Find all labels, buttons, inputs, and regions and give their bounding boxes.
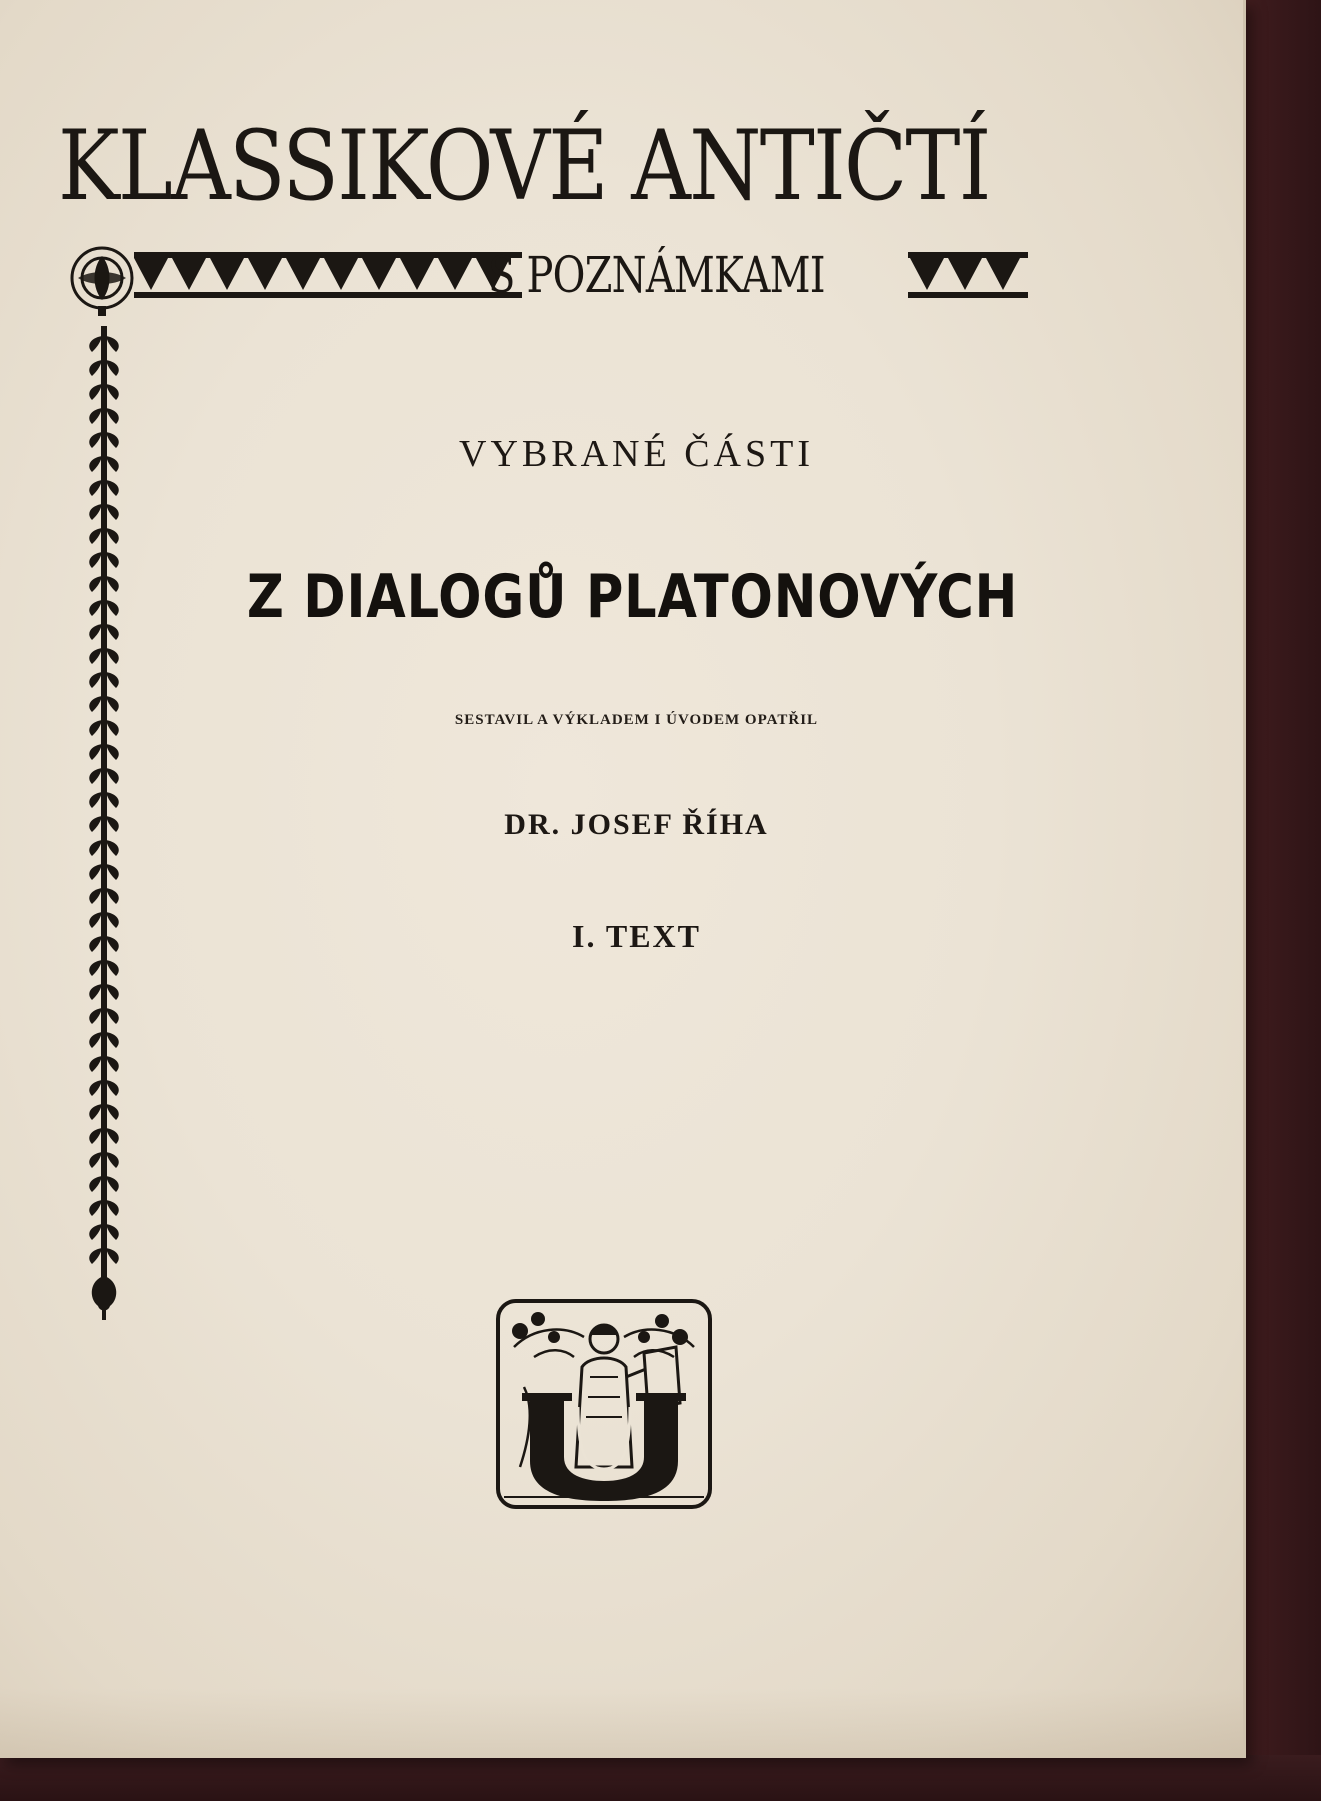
selected-parts-heading: VYBRANÉ ČÁSTI (459, 433, 814, 475)
series-title: KLASSIKOVÉ ANTIČTÍ (58, 110, 990, 222)
main-title: Z DIALOGŮ PLATONOVÝCH (246, 562, 1019, 632)
series-subtitle: S POZNÁMKAMI (488, 246, 825, 304)
backdrop-bottom (0, 1755, 1321, 1801)
compiled-by-line: SESTAVIL A VÝKLADEM I ÚVODEM OPATŘIL (454, 712, 819, 728)
volume-label: I. TEXT (571, 918, 701, 954)
publisher-emblem-icon (494, 1297, 714, 1511)
page-edge-shading (0, 1688, 1243, 1758)
author-name: DR. JOSEF ŘÍHA (504, 808, 769, 841)
